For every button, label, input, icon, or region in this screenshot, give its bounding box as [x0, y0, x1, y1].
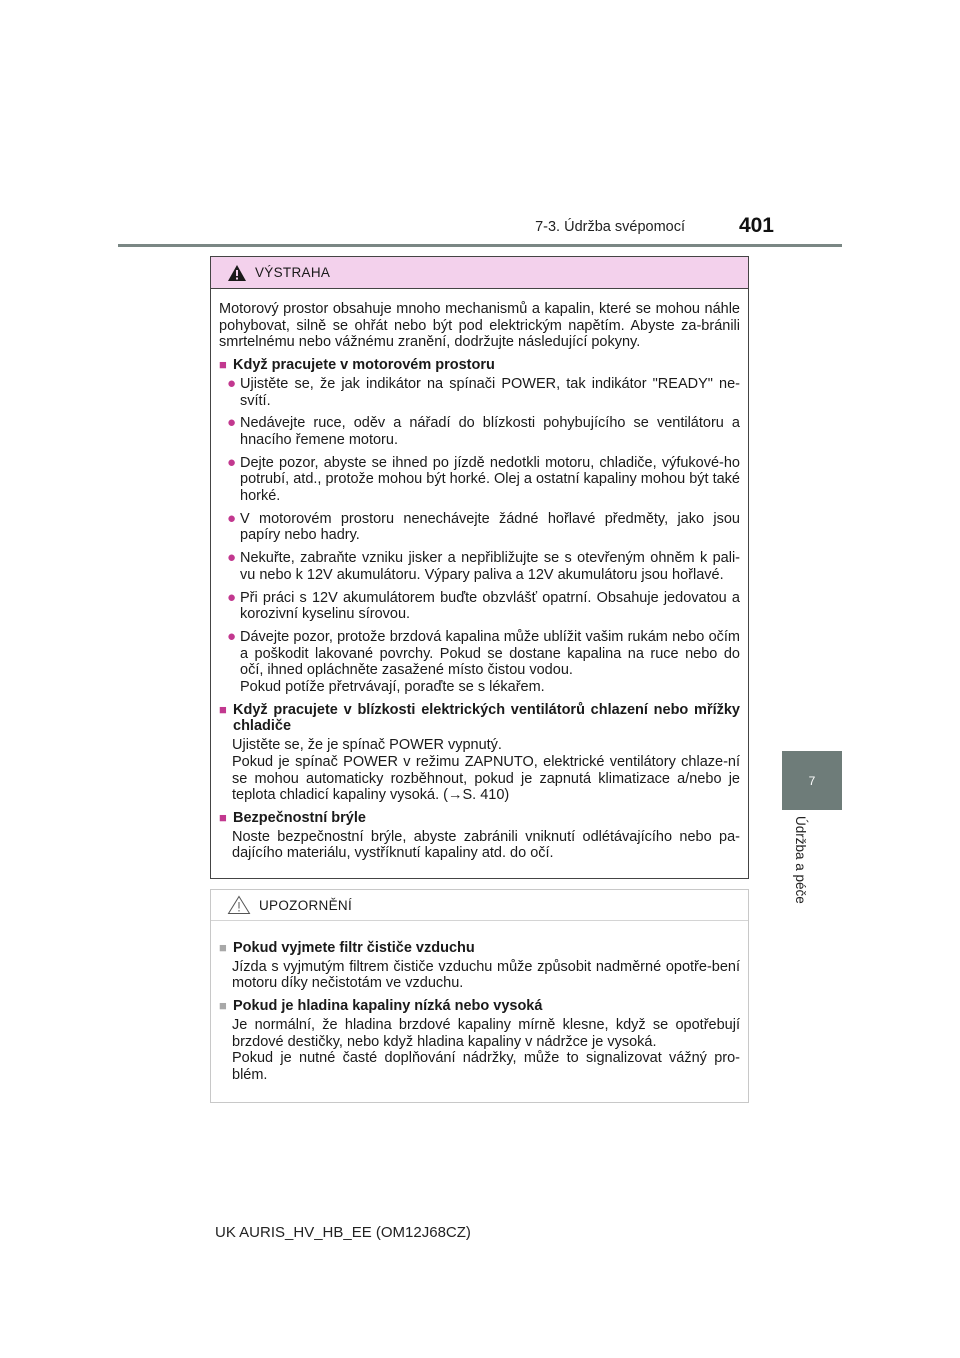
list-item: ● Nedávejte ruce, oděv a nářadí do blízkosti pohybujícího se ventilátoru a hnacího řemene motoru. — [227, 414, 740, 448]
section-text: Ujistěte se, že je spínač POWER vypnutý. Pokud je spínač POWER v režimu ZAPNUTO, elektrické ventilátory chlaze-ní se mohou automaticky rozběhnout, pokud je zapnutá klimatizace a/nebo je teplota chladicí kapaliny vysoká. (→S. 410) — [232, 737, 740, 804]
caution-body — [211, 921, 748, 1084]
warning-section-heading: ■ Bezpečnostní brýle — [219, 809, 366, 826]
section-title: 7-3. Údržba svépomocí — [535, 219, 685, 235]
warning-title: VÝSTRAHA — [255, 265, 331, 280]
header-rule — [118, 244, 842, 247]
circle-bullet-icon: ● — [227, 588, 237, 606]
square-bullet-icon: ■ — [219, 998, 227, 1014]
caution-box — [210, 889, 749, 1103]
document-code: UK AURIS_HV_HB_EE (OM12J68CZ) — [215, 1224, 471, 1241]
list-item: ● Dejte pozor, abyste se ihned po jízdě nedotkli motoru, chladiče, výfukové-ho potrubí, atd., protože mohou být horké. Olej a ostatní kapaliny mohou být také horké. — [227, 453, 740, 505]
square-bullet-icon: ■ — [219, 357, 227, 373]
warning-intro: Motorový prostor obsahuje mnoho mechanismů a kapalin, které se mohou náhle pohybovat, silně se ohřát nebo být pod elektrickým napětím. Abyste za-bránili smrtelnému nebo vážnému zranění, dodržujte následující pokyny. — [219, 301, 740, 351]
page-number: 401 — [738, 214, 774, 237]
list-item: ● V motorovém prostoru nenechávejte žádné hořlavé předměty, jako jsou papíry nebo hadry. — [227, 509, 740, 544]
circle-bullet-icon: ● — [227, 414, 237, 432]
warning-header — [211, 257, 748, 289]
list-item: ● Nekuřte, zabraňte vzniku jisker a nepřibližujte se s otevřeným ohněm k pali-vu nebo k 12V akumulátoru. Výpary paliva a 12V akumulátoru jsou hořlavé. — [227, 549, 740, 583]
circle-bullet-icon: ● — [227, 627, 237, 645]
caution-section-heading: ■ Pokud vyjmete filtr čističe vzduchu — [219, 940, 475, 956]
caution-title: UPOZORNĚNÍ — [259, 897, 353, 913]
warning-triangle-icon — [227, 264, 247, 282]
warning-body — [211, 289, 748, 862]
section-text: Jízda s vyjmutým filtrem čističe vzduchu může způsobit nadměrné opotře-bení motoru díky nečistotám ve vzduchu. — [232, 958, 740, 992]
warning-section-heading: ■ Když pracujete v motorovém prostoru — [219, 357, 495, 374]
caution-triangle-outline-icon — [227, 895, 251, 915]
square-bullet-icon: ■ — [219, 940, 227, 955]
chapter-title: Údržba a péče — [793, 816, 808, 904]
warning-section-heading: ■ Když pracujete v blízkosti elektrických ventilátorů chlazení nebo mřížky chladiče — [219, 701, 740, 735]
warning-box — [210, 256, 749, 879]
section-text: Noste bezpečnostní brýle, abyste zabránili vniknutí odlétávajícího nebo pa-dajícího materiálu, vystříknutí kapaliny atd. do očí. — [232, 828, 740, 862]
circle-bullet-icon: ● — [227, 549, 237, 567]
square-bullet-icon: ■ — [219, 809, 227, 825]
list-item: ● Při práci s 12V akumulátorem buďte obzvlášť opatrní. Obsahuje jedovatou a korozivní kyselinu sírovou. — [227, 588, 740, 623]
caution-section-heading: ■ Pokud je hladina kapaliny nízká nebo vysoká — [219, 998, 543, 1015]
circle-bullet-icon: ● — [227, 453, 237, 471]
circle-bullet-icon: ● — [227, 509, 237, 527]
section-text: Je normální, že hladina brzdové kapaliny mírně klesne, když se opotřebují brzdové destičky, nebo když hladina kapaliny v nádržce je vysoká. Pokud je nutné časté doplňování nádržky, může to signalizovat vážný pro-blém. — [232, 1016, 740, 1083]
list-item: ● Dávejte pozor, protože brzdová kapalina může ublížit vašim rukám nebo očím a poškodit lakované povrchy. Pokud se dostane kapalina na ruce nebo do očí, ihned opláchněte zasažené místo čistou vodou. Pokud potíže přetrvávají, poraďte se s lékařem. — [227, 627, 740, 696]
list-item: ● Ujistěte se, že jak indikátor na spínači POWER, tak indikátor "READY" ne-svítí. — [227, 374, 740, 409]
circle-bullet-icon: ● — [227, 374, 237, 392]
square-bullet-icon: ■ — [219, 701, 227, 717]
chapter-tab: 7 — [782, 751, 842, 810]
caution-header — [211, 890, 748, 921]
